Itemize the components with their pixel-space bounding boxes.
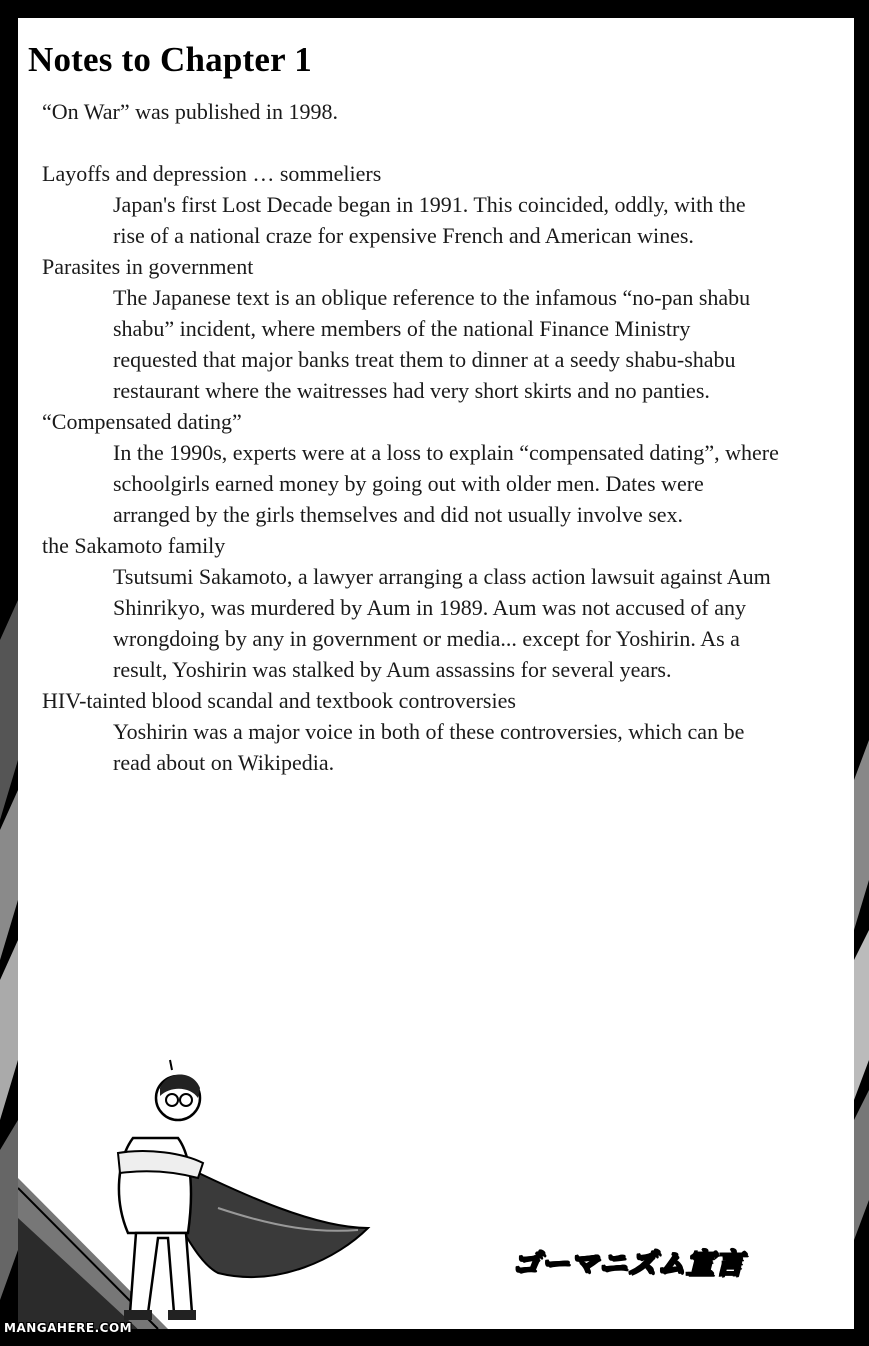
note-explanation-line: arranged by the girls themselves and did not usually involve sex. [113,502,684,527]
note-term: Layoffs and depression … sommeliers [42,161,382,186]
note-entry [42,251,842,406]
note-term: “Compensated dating” [42,409,242,434]
note-explanation-line: In the 1990s, experts were at a loss to explain “compensated dating”, where [113,440,779,465]
note-term: Parasites in government [42,254,254,279]
series-logo: ゴーマニズム宣言 [512,1247,745,1280]
note-explanation-line: rise of a national craze for expensive French and American wines. [113,223,694,248]
note-term: the Sakamoto family [42,533,226,558]
note-term: HIV-tainted blood scandal and textbook controversies [42,688,516,713]
note-explanation-line: The Japanese text is an oblique reference to the infamous “no-pan shabu [113,285,751,310]
site-watermark: MANGAHERE.COM [4,1321,133,1335]
note-entry [42,530,842,685]
notes-content [42,96,842,778]
note-explanation-line: shabu” incident, where members of the national Finance Ministry [113,316,691,341]
note-explanation-line: restaurant where the waitresses had very short skirts and no panties. [113,378,710,403]
intro-line: “On War” was published in 1998. [42,99,338,124]
note-explanation-line: Tsutsumi Sakamoto, a lawyer arranging a class action lawsuit against Aum [113,564,771,589]
note-entry [42,685,842,778]
page-title: Notes to Chapter 1 [28,40,312,79]
note-explanation-line: Japan's first Lost Decade began in 1991. This coincided, oddly, with the [113,192,746,217]
notes-page [18,18,854,1329]
note-explanation-line: result, Yoshirin was stalked by Aum assassins for several years. [113,657,672,682]
note-explanation-line: Shinrikyo, was murdered by Aum in 1989. Aum was not accused of any [113,595,747,620]
note-entry [42,158,842,251]
notes-list [42,158,842,778]
note-explanation-line: read about on Wikipedia. [113,750,335,775]
note-explanation-line: schoolgirls earned money by going out with older men. Dates were [113,471,704,496]
note-explanation-line: Yoshirin was a major voice in both of these controversies, which can be [113,719,745,744]
note-explanation-line: wrongdoing by any in government or media... except for Yoshirin. As a [113,626,740,651]
character-illustration [18,1058,418,1329]
note-entry [42,406,842,530]
note-explanation-line: requested that major banks treat them to dinner at a seedy shabu-shabu [113,347,736,372]
